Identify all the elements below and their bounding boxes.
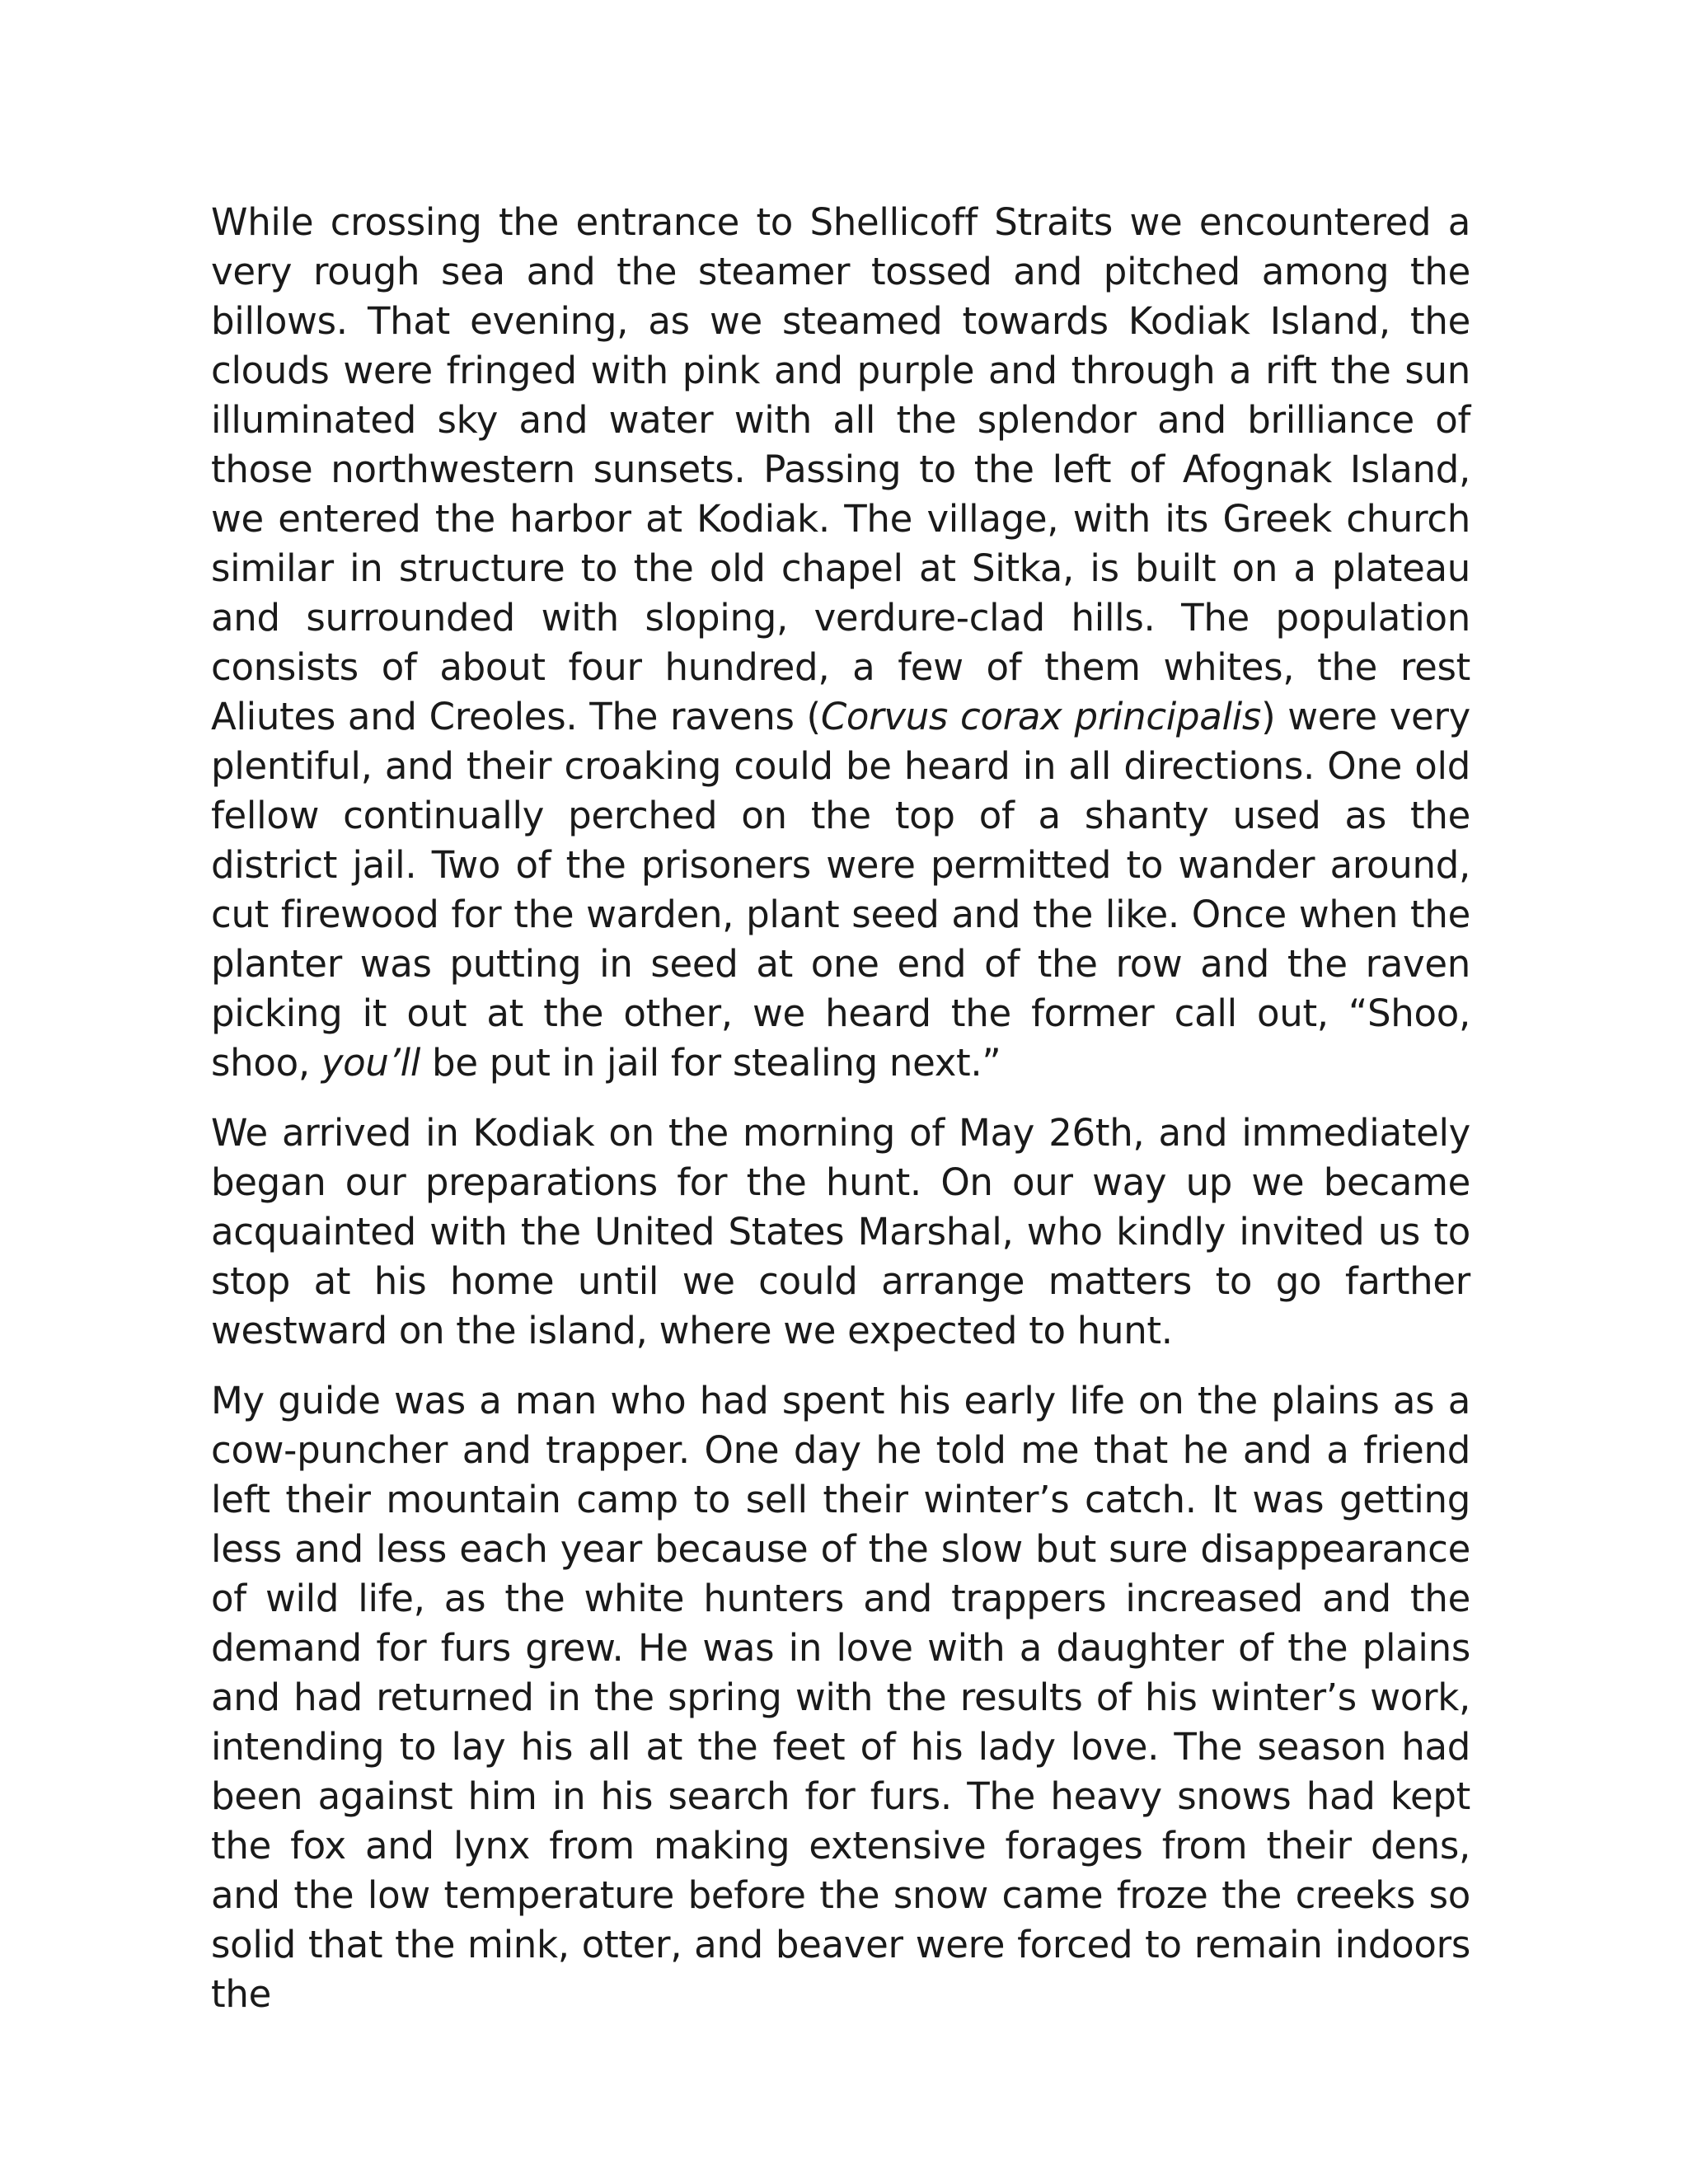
text-run: be put in jail for stealing next.” <box>420 1041 1001 1085</box>
paragraph-kodiak-arrival <box>211 198 1470 1088</box>
paragraph-hunt-preparations <box>211 1108 1470 1356</box>
text-run: While crossing the entrance to Shellicoff Straits we encountered a very rough sea and the steamer tossed and pitched among the billows. That evening, as we steamed towards Kodiak Island, the clouds were fringed with pink and purple and through a rift the sun illuminated sky and water with all the splendor and brilliance of those northwestern sunsets. Passing to the left of Afognak Island, we entered the harbor at Kodiak. The village, with its Greek church similar in structure to the old chapel at Sitka, is built on a plateau and surrounded with sloping, verdure-clad hills. The population consists of about four hundred, a few of them whites, the rest Aliutes and Creoles. The ravens ( <box>211 200 1470 738</box>
text-run: We arrived in Kodiak on the morning of May 26th, and immediately began our preparations for the hunt. On our way up we became acquainted with the United States Marshal, who kindly invited us to stop at his home until we could arrange matters to go farther westward on the island, where we expected to hunt. <box>211 1111 1470 1352</box>
species-name: Corvus corax principalis <box>820 695 1262 738</box>
emphasis-text: you’ll <box>321 1041 421 1085</box>
text-run: ) were very plentiful, and their croaking could be heard in all directions. One old fellow continually perched on the top of a shanty used as the district jail. Two of the prisoners were permitted to wander around, cut firewood for the warden, plant seed and the like. Once when the planter was putting in seed at one end of the row and the raven picking it out at the other, we heard the former call out, “Shoo, shoo, <box>211 695 1470 1085</box>
text-run: My guide was a man who had spent his early life on the plains as a cow-puncher and trapper. One day he told me that he and a friend left their mountain camp to sell their winter’s catch. It was getting less and less each year because of the slow but sure disappearance of wild life, as the white hunters and trappers increased and the demand for furs grew. He was in love with a daughter of the plains and had returned in the spring with the results of his winter’s work, intending to lay his all at the feet of his lady love. The season had been against him in his search for furs. The heavy snows had kept the fox and lynx from making extensive forages from their dens, and the low temperature before the snow came froze the creeks so solid that the mink, otter, and beaver were forced to remain indoors the <box>211 1379 1470 2016</box>
document-page <box>211 198 1470 2040</box>
paragraph-guide-story <box>211 1376 1470 2019</box>
